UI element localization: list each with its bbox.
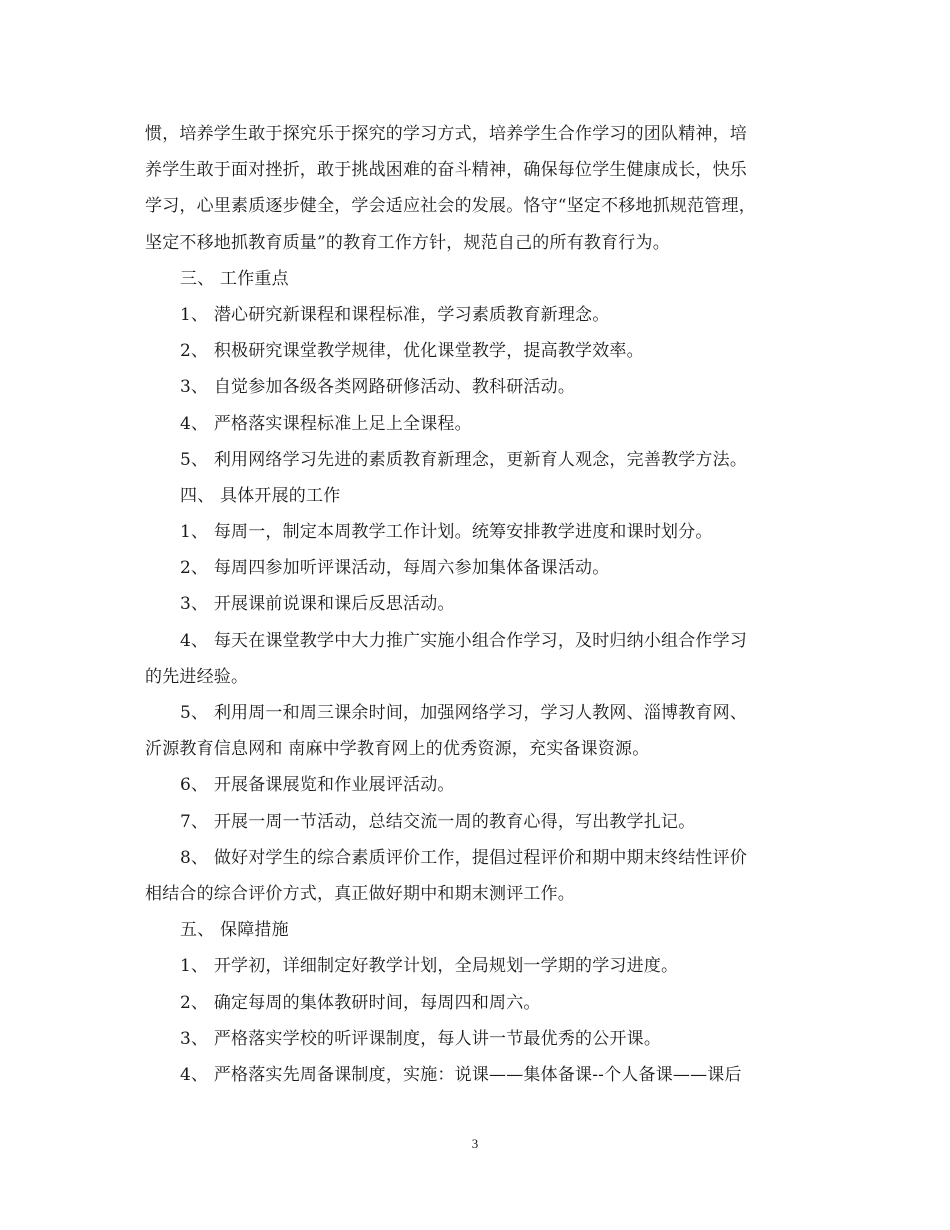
text-line: 惯，培养学生敢于探究乐于探究的学习方式，培养学生合作学习的团队精神，培 [145,124,747,144]
text-line: 五、 保障措施 [180,920,289,941]
text-line: 1、 开学初，详细制定好教学计划，全局规划一学期的学习进度。 [180,956,679,977]
text-line: 的先进经验。 [145,666,249,687]
text-line: 2、 每周四参加听评课活动，每周六参加集体备课活动。 [180,558,610,579]
text-line: 沂源教育信息网和 南麻中学教育网上的优秀资源，充实备课资源。 [145,739,650,760]
page-number: 3 [471,1136,479,1151]
text-line: 3、 严格落实学校的听评课制度，每人讲一节最优秀的公开课。 [180,1028,662,1049]
text-line: 2、 积极研究课堂教学规律，优化课堂教学，提高教学效率。 [180,341,644,362]
text-line: 四、 具体开展的工作 [180,485,341,506]
text-line: 8、 做好对学生的综合素质评价工作，提倡过程评价和期中期末终结性评价 [180,847,748,868]
text-line: 3、 开展课前说课和课后反思活动。 [180,594,455,615]
text-line: 5、 利用周一和周三课余时间，加强网络学习，学习人教网、淄博教育网、 [180,703,748,723]
text-line: 三、 工作重点 [180,268,289,289]
text-line: 学习，心里素质逐步健全，学会适应社会的发展。恪守“坚定不移地抓规范管理， [145,196,756,217]
text-line: 坚定不移地抓教育质量”的教育工作方针，规范自己的所有教育行为。 [145,232,670,253]
text-line: 4、 每天在课堂教学中大力推广实施小组合作学习，及时归纳小组合作学习 [180,630,748,651]
text-line: 6、 开展备课展览和作业展评活动。 [180,775,455,796]
text-line: 相结合的综合评价方式，真正做好期中和期末测评工作。 [145,883,575,904]
document-body [145,116,810,1093]
text-line: 1、 潜心研究新课程和课程标准，学习素质教育新理念。 [180,304,610,325]
text-line: 1、 每周一，制定本周教学工作计划。统筹安排教学进度和课时划分。 [180,522,713,543]
text-line: 养学生敢于面对挫折，敢于挑战困难的奋斗精神，确保每位学生健康成长，快乐 [145,160,747,181]
text-line: 5、 利用网络学习先进的素质教育新理念，更新育人观念，完善教学方法。 [180,449,748,470]
text-line: 4、 严格落实先周备课制度，实施：说课——集体备课--个人备课——课后 [180,1064,742,1085]
text-line: 4、 严格落实课程标准上足上全课程。 [180,413,472,434]
text-line: 2、 确定每周的集体教研时间，每周四和周六。 [180,992,541,1013]
text-line: 3、 自觉参加各级各类网路研修活动、教科研活动。 [180,377,576,398]
text-line: 7、 开展一周一节活动，总结交流一周的教育心得，写出教学扎记。 [180,811,696,832]
